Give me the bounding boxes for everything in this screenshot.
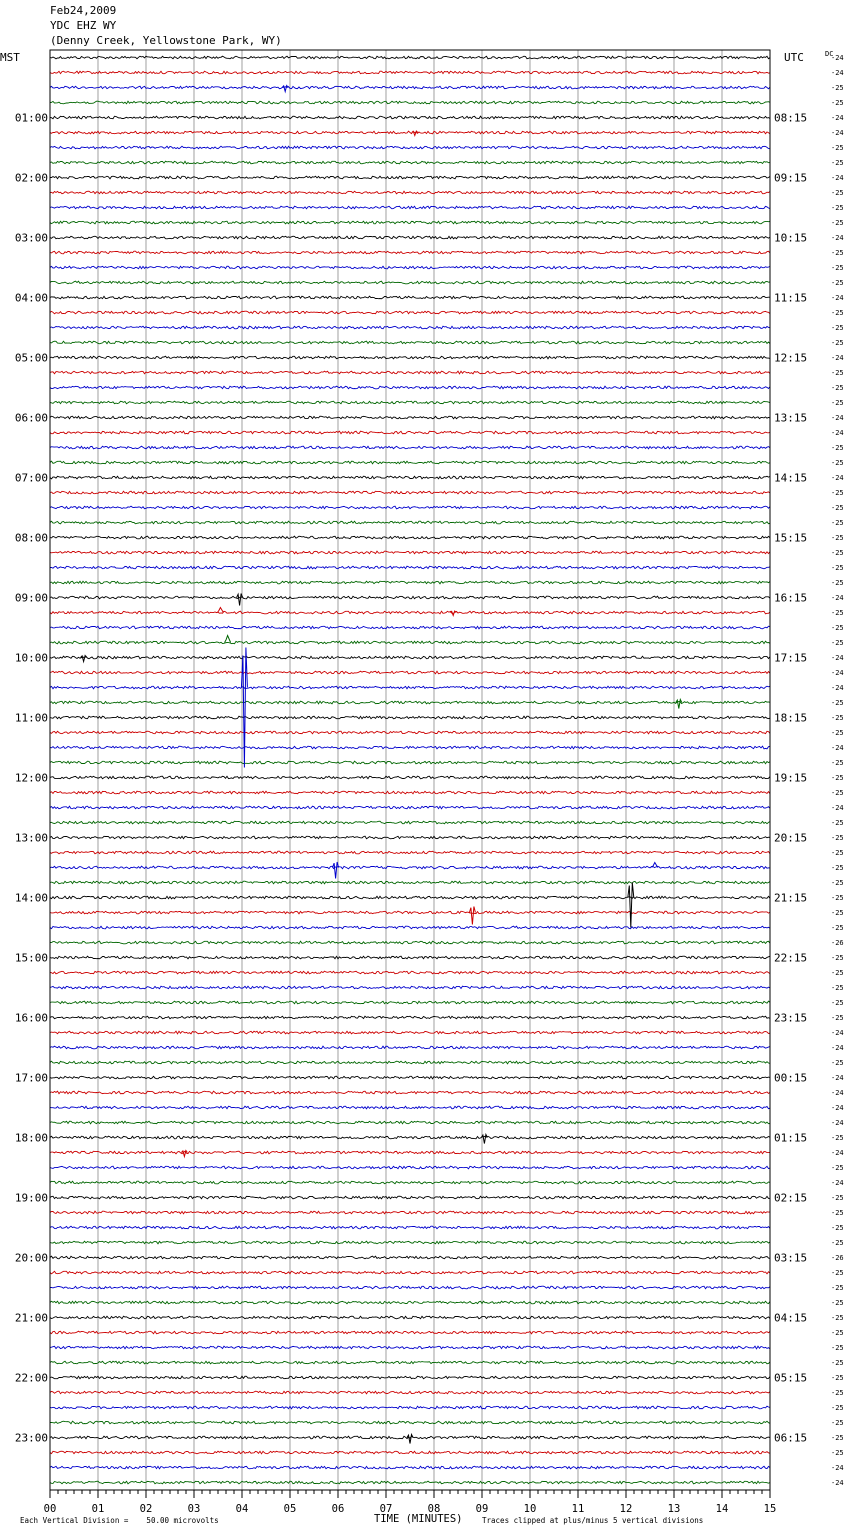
trace-row: [50, 836, 770, 839]
dc-offset-label: -25: [831, 564, 844, 572]
station-location: (Denny Creek, Yellowstone Park, WY): [50, 34, 282, 47]
dc-offset-label: -24: [831, 234, 844, 242]
trace-row: [50, 1481, 770, 1484]
seismic-event: [407, 1435, 413, 1444]
trace-row: [50, 1361, 770, 1364]
x-tick-label: 05: [283, 1503, 297, 1515]
trace-row: [50, 221, 770, 224]
trace-row: [50, 161, 770, 164]
dc-offset-label: -25: [831, 894, 844, 902]
dc-offset-label: -25: [831, 99, 844, 107]
trace-row: [50, 281, 770, 284]
left-hour-label: 22:00: [14, 1371, 48, 1385]
dc-offset-label: -24: [831, 129, 844, 137]
dc-offset-label: -25: [831, 204, 844, 212]
dc-offset-label: -25: [831, 1329, 844, 1337]
dc-offset-label: -25: [831, 504, 844, 512]
left-hour-label: 01:00: [14, 111, 48, 125]
dc-label: DC: [825, 50, 834, 58]
right-hour-label: 17:15: [774, 651, 808, 665]
x-tick-label: 11: [571, 1503, 585, 1515]
trace-row: [50, 971, 770, 974]
trace-row: [50, 566, 770, 569]
dc-offset-label: -24: [831, 1089, 844, 1097]
trace-row: [50, 446, 770, 449]
left-hour-label: 23:00: [14, 1431, 48, 1445]
left-hour-label: 19:00: [14, 1191, 48, 1205]
trace-row: [50, 1301, 770, 1304]
left-hour-label: 11:00: [14, 711, 48, 725]
trace-row: [50, 1316, 770, 1319]
trace-row: [50, 506, 770, 509]
trace-row: [50, 641, 770, 644]
trace-row: [50, 1031, 770, 1034]
trace-row: [50, 131, 770, 134]
trace-row: [50, 851, 770, 854]
trace-row: [50, 266, 770, 269]
x-tick-label: 03: [187, 1503, 201, 1515]
dc-offset-label: -25: [831, 999, 844, 1007]
trace-row: [50, 1346, 770, 1349]
trace-row: [50, 191, 770, 194]
trace-row: [50, 986, 770, 989]
dc-offset-label: -25: [831, 399, 844, 407]
left-hour-label: 08:00: [14, 531, 48, 545]
dc-offset-label: -24: [831, 804, 844, 812]
trace-row: [50, 656, 770, 659]
trace-row: [50, 1391, 770, 1394]
trace-row: [50, 551, 770, 554]
right-timezone-label: UTC: [784, 51, 804, 64]
dc-offset-label: -25: [831, 549, 844, 557]
dc-offset-label: -25: [831, 609, 844, 617]
trace-row: [50, 1001, 770, 1004]
trace-row: [50, 1091, 770, 1094]
trace-row: [50, 476, 770, 479]
dc-offset-label: -26: [831, 939, 844, 947]
trace-row: [50, 491, 770, 494]
dc-offset-label: -25: [831, 1389, 844, 1397]
dc-offset-label: -25: [831, 1359, 844, 1367]
dc-offset-label: -25: [831, 489, 844, 497]
trace-row: [50, 341, 770, 344]
seismic-traces: [50, 56, 770, 1484]
trace-row: [50, 71, 770, 74]
right-hour-label: 03:15: [774, 1251, 808, 1265]
trace-row: [50, 866, 770, 869]
right-hour-label: 21:15: [774, 891, 808, 905]
dc-offset-label: -25: [831, 789, 844, 797]
x-tick-label: 10: [523, 1503, 537, 1515]
trace-row: [50, 86, 770, 89]
trace-row: [50, 671, 770, 674]
right-hour-label: 15:15: [774, 531, 808, 545]
trace-row: [50, 401, 770, 404]
right-hour-label: 11:15: [774, 291, 808, 305]
dc-offset-label: -24: [831, 474, 844, 482]
right-hour-label: 06:15: [774, 1431, 808, 1445]
trace-row: [50, 206, 770, 209]
trace-row: [50, 1451, 770, 1454]
left-hour-label: 10:00: [14, 651, 48, 665]
dc-offset-label: -25: [831, 519, 844, 527]
trace-row: [50, 791, 770, 794]
dc-offset-label: -25: [831, 639, 844, 647]
dc-offset-label: -25: [831, 219, 844, 227]
dc-offset-label: -24: [831, 1074, 844, 1082]
dc-offset-label: -25: [831, 1239, 844, 1247]
x-tick-label: 12: [619, 1503, 633, 1515]
dc-offset-label: -24: [831, 684, 844, 692]
trace-row: [50, 326, 770, 329]
trace-row: [50, 776, 770, 779]
left-hour-label: 09:00: [14, 591, 48, 605]
dc-offset-label: -25: [831, 849, 844, 857]
x-tick-label: 01: [91, 1503, 105, 1515]
dc-offset-label: -25: [831, 1419, 844, 1427]
dc-offset-label: -25: [831, 759, 844, 767]
trace-row: [50, 416, 770, 419]
left-hour-label: 20:00: [14, 1251, 48, 1265]
x-tick-label: 09: [475, 1503, 489, 1515]
left-hour-label: 17:00: [14, 1071, 48, 1085]
right-hour-label: 00:15: [774, 1071, 808, 1085]
trace-row: [50, 896, 770, 899]
dc-offset-label: -25: [831, 819, 844, 827]
left-hour-label: 04:00: [14, 291, 48, 305]
x-tick-label: 15: [763, 1503, 777, 1515]
trace-row: [50, 1136, 770, 1139]
x-tick-label: 07: [379, 1503, 393, 1515]
x-tick-label: 06: [331, 1503, 345, 1515]
dc-offset-label: -24: [831, 744, 844, 752]
dc-offset-label: -24: [831, 114, 844, 122]
trace-row: [50, 1106, 770, 1109]
x-tick-label: 04: [235, 1503, 249, 1515]
dc-offset-label: -25: [831, 1059, 844, 1067]
station-name: YDC EHZ WY: [50, 19, 117, 32]
trace-row: [50, 1271, 770, 1274]
dc-offset-label: -25: [831, 1404, 844, 1412]
dc-offset-label: -25: [831, 1164, 844, 1172]
trace-row: [50, 296, 770, 299]
right-hour-label: 04:15: [774, 1311, 808, 1325]
right-hour-label: 05:15: [774, 1371, 808, 1385]
right-hour-label: 13:15: [774, 411, 808, 425]
left-hour-label: 16:00: [14, 1011, 48, 1025]
recording-date: Feb24,2009: [50, 4, 117, 17]
left-hour-label: 13:00: [14, 831, 48, 845]
dc-offset-label: -24: [831, 54, 844, 62]
trace-row: [50, 1406, 770, 1409]
dc-offset-label: -25: [831, 1269, 844, 1277]
trace-row: [50, 371, 770, 374]
dc-offset-label: -25: [831, 1134, 844, 1142]
dc-offset-label: -25: [831, 969, 844, 977]
dc-offset-label: -24: [831, 1149, 844, 1157]
dc-offset-label: -26: [831, 1254, 844, 1262]
dc-offset-label: -25: [831, 279, 844, 287]
trace-row: [50, 1211, 770, 1214]
dc-offset-label: -25: [831, 1434, 844, 1442]
dc-offset-label: -25: [831, 864, 844, 872]
dc-offset-label: -25: [831, 534, 844, 542]
trace-row: [50, 701, 770, 704]
left-hour-label: 07:00: [14, 471, 48, 485]
trace-row: [50, 1181, 770, 1184]
trace-row: [50, 1076, 770, 1079]
dc-offset-label: -25: [831, 924, 844, 932]
trace-row: [50, 1196, 770, 1199]
right-hour-label: 19:15: [774, 771, 808, 785]
x-tick-label: 02: [139, 1503, 153, 1515]
dc-offset-label: -25: [831, 834, 844, 842]
dc-offset-label: -25: [831, 1314, 844, 1322]
seismic-event: [628, 883, 634, 928]
scale-note: Each Vertical Division = 50.00 microvolts: [20, 1516, 219, 1525]
dc-offset-label: -25: [831, 729, 844, 737]
seismic-event: [225, 636, 231, 643]
trace-row: [50, 581, 770, 584]
seismic-event: [676, 700, 682, 709]
trace-row: [50, 1016, 770, 1019]
trace-row: [50, 746, 770, 749]
trace-row: [50, 1256, 770, 1259]
left-hour-label: 14:00: [14, 891, 48, 905]
dc-offset-label: -25: [831, 699, 844, 707]
left-hour-label: 02:00: [14, 171, 48, 185]
dc-offset-label: -25: [831, 159, 844, 167]
dc-offset-label: -25: [831, 1449, 844, 1457]
dc-offset-label: -25: [831, 249, 844, 257]
trace-row: [50, 1376, 770, 1379]
trace-row: [50, 761, 770, 764]
right-hour-label: 14:15: [774, 471, 808, 485]
left-hour-labels: [15, 112, 48, 1445]
x-tick-label: 00: [43, 1503, 57, 1515]
dc-offset-label: -24: [831, 294, 844, 302]
trace-row: [50, 101, 770, 104]
dc-offset-label: -25: [831, 954, 844, 962]
left-timezone-label: MST: [0, 51, 20, 64]
trace-row: [50, 1466, 770, 1469]
trace-row: [50, 1046, 770, 1049]
trace-row: [50, 386, 770, 389]
right-hour-label: 20:15: [774, 831, 808, 845]
trace-row: [50, 1331, 770, 1334]
seismic-event: [81, 656, 87, 662]
x-axis-title: TIME (MINUTES): [374, 1513, 463, 1525]
dc-offset-label: -25: [831, 984, 844, 992]
clip-note: Traces clipped at plus/minus 5 vertical divisions: [482, 1516, 704, 1525]
trace-row: [50, 941, 770, 944]
trace-row: [50, 956, 770, 959]
left-hour-label: 12:00: [14, 771, 48, 785]
dc-offset-label: -24: [831, 594, 844, 602]
dc-offset-label: -25: [831, 189, 844, 197]
dc-offset-label: -25: [831, 1284, 844, 1292]
dc-offset-label: -25: [831, 909, 844, 917]
trace-row: [50, 911, 770, 914]
dc-offset-label: -24: [831, 1029, 844, 1037]
dc-offset-label: -24: [831, 174, 844, 182]
right-hour-label: 10:15: [774, 231, 808, 245]
dc-offset-label: -25: [831, 879, 844, 887]
seismic-event: [652, 863, 658, 868]
dc-offset-label: -24: [831, 429, 844, 437]
dc-offset-label: -25: [831, 264, 844, 272]
left-hour-label: 05:00: [14, 351, 48, 365]
dc-offset-label: -25: [831, 1224, 844, 1232]
dc-offset-label: -25: [831, 1299, 844, 1307]
trace-row: [50, 926, 770, 929]
dc-offset-label: -25: [831, 1374, 844, 1382]
dc-offset-label: -24: [831, 414, 844, 422]
trace-row: [50, 356, 770, 359]
x-tick-label: 08: [427, 1503, 441, 1515]
dc-offset-label: -25: [831, 1209, 844, 1217]
right-hour-labels: [774, 112, 807, 1445]
trace-row: [50, 1226, 770, 1229]
dc-offset-label: -25: [831, 84, 844, 92]
trace-row: [50, 431, 770, 434]
trace-row: [50, 1166, 770, 1169]
right-hour-label: 22:15: [774, 951, 808, 965]
right-hour-label: 08:15: [774, 111, 808, 125]
trace-row: [50, 806, 770, 809]
trace-row: [50, 251, 770, 254]
dc-offset-label: -24: [831, 1119, 844, 1127]
left-hour-label: 03:00: [14, 231, 48, 245]
right-hour-label: 18:15: [774, 711, 808, 725]
left-hour-label: 15:00: [14, 951, 48, 965]
trace-row: [50, 56, 770, 59]
trace-row: [50, 1286, 770, 1289]
dc-offset-label: -25: [831, 774, 844, 782]
x-tick-label: 13: [667, 1503, 681, 1515]
left-hour-label: 06:00: [14, 411, 48, 425]
seismic-event: [217, 608, 223, 613]
seismic-events: [81, 86, 682, 1444]
dc-offset-label: -25: [831, 144, 844, 152]
dc-offset-label: -25: [831, 324, 844, 332]
trace-row: [50, 1121, 770, 1124]
dc-offset-label: -24: [831, 69, 844, 77]
dc-offset-label: -25: [831, 579, 844, 587]
dc-offset-label: -25: [831, 459, 844, 467]
dc-offset-label: -25: [831, 1194, 844, 1202]
trace-row: [50, 146, 770, 149]
dc-offset-label: -25: [831, 1344, 844, 1352]
dc-offset-label: -25: [831, 714, 844, 722]
trace-row: [50, 821, 770, 824]
trace-row: [50, 881, 770, 884]
dc-offset-label: -24: [831, 354, 844, 362]
x-tick-label: 14: [715, 1503, 729, 1515]
right-hour-label: 02:15: [774, 1191, 808, 1205]
seismic-event: [469, 907, 475, 925]
trace-row: [50, 731, 770, 734]
dc-offset-label: -25: [831, 624, 844, 632]
trace-row: [50, 716, 770, 719]
dc-offset-label: -24: [831, 1464, 844, 1472]
right-hour-label: 01:15: [774, 1131, 808, 1145]
left-hour-label: 18:00: [14, 1131, 48, 1145]
trace-row: [50, 626, 770, 629]
trace-row: [50, 521, 770, 524]
trace-row: [50, 461, 770, 464]
dc-offset-label: -25: [831, 444, 844, 452]
dc-offset-label: -25: [831, 1014, 844, 1022]
trace-row: [50, 596, 770, 599]
trace-row: [50, 1061, 770, 1064]
trace-row: [50, 1436, 770, 1439]
dc-offset-label: -24: [831, 1479, 844, 1487]
trace-row: [50, 311, 770, 314]
dc-offset-label: -24: [831, 654, 844, 662]
trace-row: [50, 176, 770, 179]
time-axis: [44, 1490, 777, 1515]
right-hour-label: 12:15: [774, 351, 808, 365]
dc-offset-label: -24: [831, 669, 844, 677]
dc-offset-label: -25: [831, 339, 844, 347]
trace-row: [50, 536, 770, 539]
trace-row: [50, 236, 770, 239]
dc-offset-label: -25: [831, 309, 844, 317]
left-hour-label: 21:00: [14, 1311, 48, 1325]
trace-row: [50, 116, 770, 119]
trace-row: [50, 1421, 770, 1424]
trace-row: [50, 1241, 770, 1244]
right-hour-label: 09:15: [774, 171, 808, 185]
dc-offset-label: -25: [831, 369, 844, 377]
trace-row: [50, 611, 770, 614]
trace-row: [50, 1151, 770, 1154]
trace-row: [50, 686, 770, 689]
right-hour-label: 16:15: [774, 591, 808, 605]
right-hour-label: 23:15: [774, 1011, 808, 1025]
dc-offset-label: -24: [831, 1179, 844, 1187]
dc-offset-labels: [831, 54, 844, 1487]
dc-offset-label: -24: [831, 1104, 844, 1112]
dc-offset-label: -24: [831, 1044, 844, 1052]
dc-offset-label: -25: [831, 384, 844, 392]
